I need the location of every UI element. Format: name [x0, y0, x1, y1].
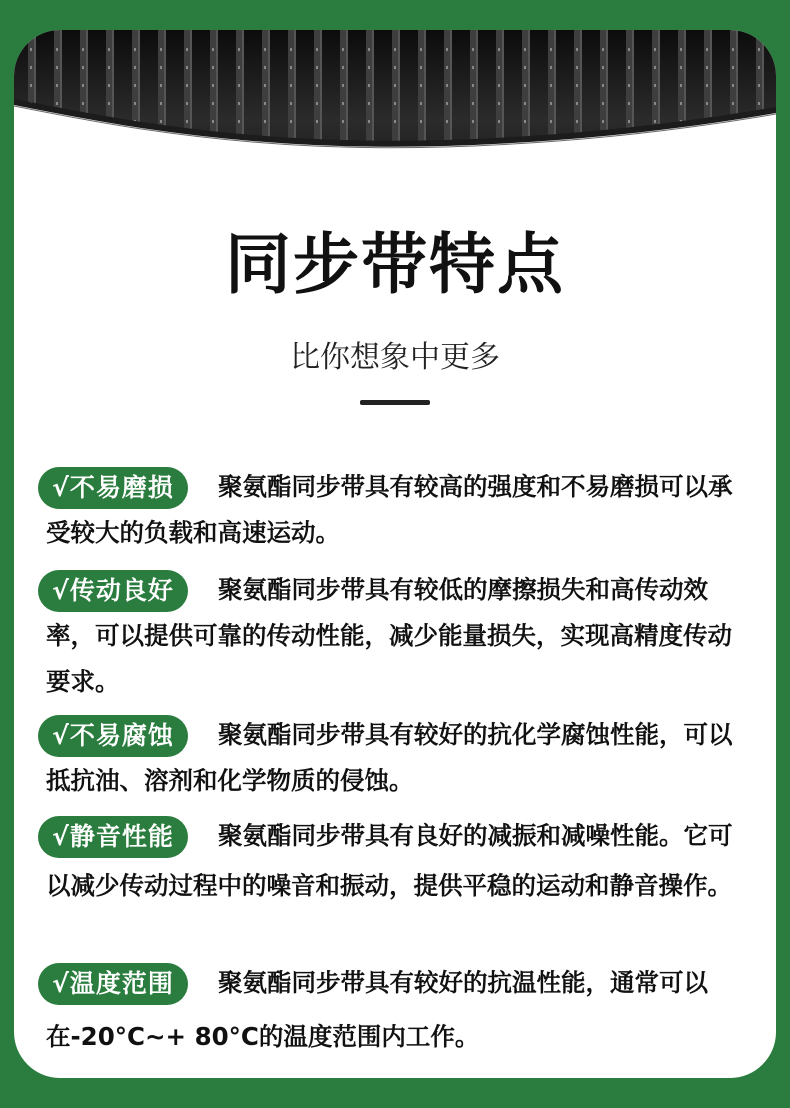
- feature-tag: √不易磨损: [38, 467, 188, 509]
- feature-description: 聚氨酯同步带具有较好的抗温性能，通常可以在-20°C~+ 80°C的温度范围内工作。: [46, 968, 708, 1051]
- timing-belt-image: [14, 30, 776, 180]
- feature-description: 聚氨酯同步带具有较好的抗化学腐蚀性能，可以抵抗油、溶剂和化学物质的侵蚀。: [46, 720, 733, 795]
- page-title: 同步带特点: [225, 226, 565, 303]
- feature-description: 聚氨酯同步带具有较高的强度和不易磨损可以承受较大的负载和高速运动。: [46, 472, 733, 547]
- feature-tag: √静音性能: [38, 816, 188, 858]
- page-subtitle: 比你想象中更多: [290, 340, 500, 375]
- title-divider: [360, 400, 430, 405]
- feature-description: 聚氨酯同步带具有良好的减振和减噪性能。它可以减少传动过程中的噪音和振动，提供平稳的运动和静音操作。: [46, 821, 733, 900]
- feature-tag: √不易腐蚀: [38, 715, 188, 757]
- feature-tag: √传动良好: [38, 570, 188, 612]
- content-card: [14, 30, 776, 1078]
- feature-description: 聚氨酯同步带具有较低的摩擦损失和高传动效率，可以提供可靠的传动性能，减少能量损失，实现高精度传动要求。: [46, 575, 732, 696]
- feature-tag: √温度范围: [38, 963, 188, 1005]
